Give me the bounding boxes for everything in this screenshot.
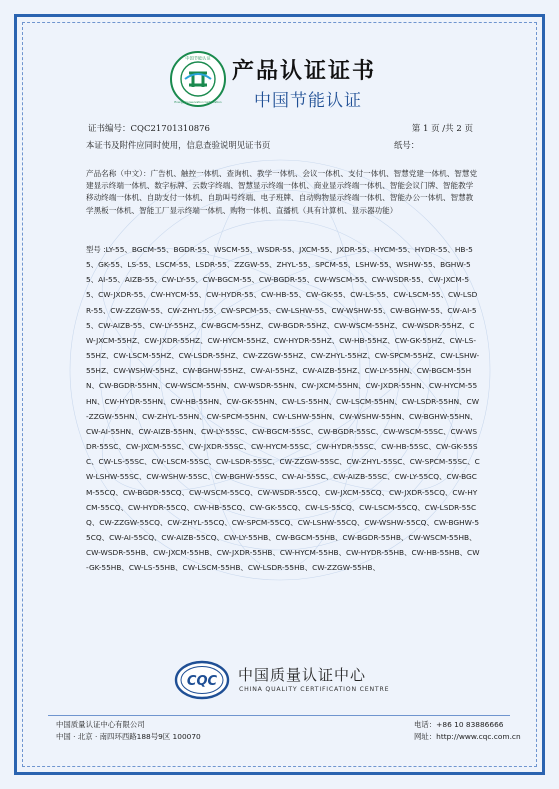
model-list-block: 型号 :LY-55、BGCM-55、BGDR-55、WSCM-55、WSDR-55、JXCM-55、JXDR-55、HYCM-55、HYDR-55、HB-55、GK-55、LS-55、LSCM-55、LSDR-55、ZZGW-55、ZHYL-55、SPCM-55、LSHW-55、WSHW-55、BGHW-55、AI-55、AIZB-55、CW-LY-55、CW-BGCM-55、CW-BGDR-55、CW-WSCM-55、CW-WSDR-55、CW-JXCM-55、CW-JXDR-55、CW-HYCM-55、CW-HYDR-55、CW-HB-55、CW-GK-55、CW-LS-55、CW-LSCM-55、CW-LSDR-55、CW-ZZGW-55、CW-ZHYL-55、CW-SPCM-55、CW-LSHW-55、CW-WSHW-55、CW-BGHW-55、CW-AI-55、CW-AIZB-55、CW-LY-55HZ、CW-BGCM-55HZ、CW-BGDR-55HZ、CW-WSCM-55HZ、CW-WSDR-55HZ、CW-JXCM-55HZ、CW-JXDR-55HZ、CW-HYCM-55HZ、CW-HYDR-55HZ、CW-HB-55HZ、CW-GK-55HZ、CW-LS-55HZ、CW-LSCM-55HZ、CW-LSDR-55HZ、CW-ZZGW-55HZ、CW-ZHYL-55HZ、CW-SPCM-55HZ、CW-LSHW-55HZ、CW-WSHW-55HZ、CW-BGHW-55HZ、CW-AI-55HZ、CW-AIZB-55HZ、CW-LY-55HN、CW-BGCM-55HN、CW-BGDR-55HN、CW-WSCM-55HN、CW-WSDR-55HN、CW-JXCM-55HN、CW-JXDR-55HN、CW-HYCM-55HN、CW-HYDR-55HN、CW-HB-55HN、CW-GK-55HN、CW-LS-55HN、CW-LSCM-55HN、CW-LSDR-55HN、CW-ZZGW-55HN、CW-ZHYL-55HN、CW-SPCM-55HN、CW-LSHW-55HN、CW-WSHW-55HN、CW-BGHW-55HN、CW-AI-55HN、CW-AIZB-55HN、CW-LY-55SC、CW-BGCM-55SC、CW-BGDR-55SC、CW-WSCM-55SC、CW-WSDR-55SC、CW-JXCM-55SC、CW-JXDR-55SC、CW-HYCM-55SC、CW-HYDR-55SC、CW-HB-55SC、CW-GK-55SC、CW-LS-55SC、CW-LSCM-55SC、CW-LSDR-55SC、CW-ZZGW-55SC、CW-ZHYL-55SC、CW-SPCM-55SC、CW-LSHW-55SC、CW-WSHW-55SC、CW-BGHW-55SC、CW-AI-55SC、CW-AIZB-55SC、CW-LY-55CQ、CW-BGCM-55CQ、CW-BGDR-55CQ、CW-WSCM-55CQ、CW-WSDR-55CQ、CW-JXCM-55CQ、CW-JXDR-55CQ、CW-HYCM-55CQ、CW-HYDR-55CQ、CW-HB-55CQ、CW-GK-55CQ、CW-LS-55CQ、CW-LSCM-55CQ、CW-LSDR-55CQ、CW-ZZGW-55CQ、CW-ZHYL-55CQ、CW-SPCM-55CQ、CW-LSHW-55CQ、CW-WSHW-55CQ、CW-BGHW-55CQ、CW-AI-55CQ、CW-AIZB-55CQ、CW-LY-55HB、CW-BGCM-55HB、CW-BGDR-55HB、CW-WSCM-55HB、CW-WSDR-55HB、CW-JXCM-55HB、CW-JXDR-55HB、CW-HYCM-55HB、CW-HYDR-55HB、CW-HB-55HB、CW-GK-55HB、CW-LS-55HB、CW-LSCM-55HB、CW-LSDR-55HB、CW-ZZGW-55HB、 — [86, 245, 480, 573]
seal-ring-text-bottom: Energy Conservation Certification — [174, 100, 222, 104]
product-name-block: 产品名称（中文）：广告机、触控一体机、查询机、教学一体机、会议一体机、支付一体机、智慧党建一体机、智慧党建显示终端一体机、数字标牌、云数字终端、智慧显示终端一体机、商业显示终端一体机、智能会议门牌、智能教学移动终端一体机、自助支付一体机、自助叫号终端、电子班牌、自动购物显示终端一体机、智能办公一体机、智慧教学黑板一体机、智能工厂显示终端一体机、购物一体机、直播机（具有计算机、显示器功能） — [86, 169, 478, 215]
footer-website[interactable]: 网址：http://www.cqc.com.cn — [414, 732, 521, 741]
certificate-number: 证书编号：CQC21701310876 — [88, 124, 210, 134]
paper-number: 纸号： — [394, 140, 420, 150]
issuer-name-cn: 中国质量认证中心 — [238, 666, 367, 684]
footer-phone: 电话：+86 10 83886666 — [414, 720, 504, 729]
seal-ring-text-top: 中国节能认证 — [185, 55, 211, 61]
cqc-logo-icon — [174, 660, 230, 700]
energy-conservation-seal-icon — [169, 50, 227, 108]
footer-address: 中国 · 北京 · 南四环西路188号9区 100070 — [56, 732, 201, 741]
issuer-name-en: CHINA QUALITY CERTIFICATION CENTRE — [239, 686, 390, 693]
notice-row — [86, 139, 476, 151]
footer-divider — [48, 715, 510, 716]
meta-row — [88, 122, 473, 136]
cqc-logo-text: CQC — [186, 674, 218, 689]
page-indicator: 第 1 页 /共 2 页 — [411, 124, 473, 134]
certificate-title: 产品认证证书 — [232, 59, 377, 84]
usage-notice: 本证书及附件应同时使用，信息查验说明见证书页 — [86, 140, 271, 150]
footer-org: 中国质量认证中心有限公司 — [56, 720, 145, 729]
certificate-subtitle: 中国节能认证 — [254, 91, 362, 111]
